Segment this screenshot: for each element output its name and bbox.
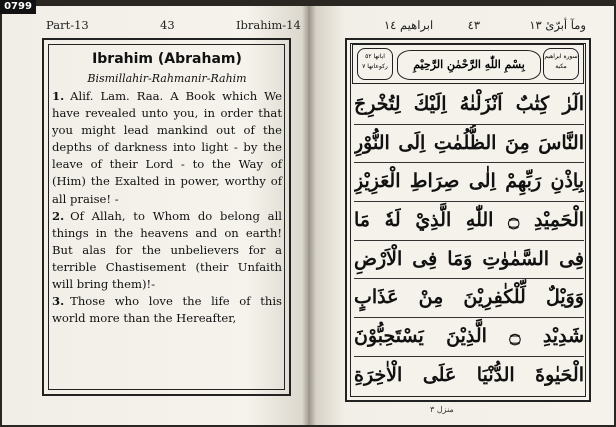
- arabic-line: الٓرٰ كِتٰبٌ اَنْزَلْنٰهُ اِلَيْكَ لِتُخْرِجَ: [354, 86, 584, 125]
- verse-text: Of Allah, to Whom do belong all things in the heavens and on earth! But alas for the unbelievers for a terrible Chastisement (their Unfaith will bring them)!-: [52, 208, 282, 292]
- arabic-text: [354, 86, 584, 395]
- page-number: 43: [160, 18, 175, 32]
- surah-label: Ibrahim-14: [236, 18, 301, 32]
- arabic-line: النَّاسَ مِنَ الظُّلُمٰتِ اِلَى النُّوْرِ: [354, 125, 584, 164]
- verse-number: 1.: [52, 89, 65, 103]
- scan-label: 0799: [0, 0, 36, 14]
- banner-left-box: اياتها ٥٢ ركوعاتها ٧: [357, 48, 393, 80]
- arabic-line: الْحَيٰوةَ الدُّنْيَا عَلَى الْاٰخِرَةِ: [354, 363, 584, 386]
- verse: [52, 208, 282, 293]
- arabic-line: بِاِذْنِ رَبِّهِمْ اِلٰى صِرَاطِ الْعَزِيْزِ: [354, 163, 584, 202]
- verse: [52, 88, 282, 208]
- arabic-line: شَدِيْدِ ۝ الَّذِيْنَ يَسْتَحِبُّوْنَ: [354, 318, 584, 357]
- part-label: Part-13: [46, 18, 89, 32]
- banner-bismillah: بِسْمِ اللّٰهِ الرَّحْمٰنِ الرَّحِيْمِ: [397, 50, 541, 80]
- arabic-line: فِى السَّمٰوٰتِ وَمَا فِى الْاَرْضِ: [354, 241, 584, 280]
- surah-banner: [352, 44, 584, 84]
- right-page-header: [306, 18, 612, 34]
- manzil-footer: منزل ٣: [430, 405, 454, 414]
- book-gutter: [302, 6, 316, 425]
- verse-number: 2.: [52, 208, 65, 223]
- translation-text: [52, 51, 282, 327]
- verse-text: Those who love the life of this world more than the Hereafter,: [52, 294, 282, 326]
- surah-title: Ibrahim (Abraham): [92, 51, 242, 67]
- bismillah-translit: Bismillahir-Rahmanir-Rahim: [87, 72, 247, 85]
- banner-right-box: سورة ابراهيم مكية: [543, 48, 579, 80]
- arabic-surah-label: ابراهيم ١٤: [384, 18, 434, 32]
- arabic-line: وَوَيْلٌ لِّلْكٰفِرِيْنَ مِنْ عَذَابٍ: [354, 279, 584, 318]
- left-page-header: [0, 18, 306, 34]
- arabic-page-number: ٤٣: [467, 18, 480, 32]
- arabic-line: الْحَمِيْدِ ۝ اللّٰهِ الَّذِيْ لَهٗ مَا: [354, 202, 584, 241]
- verse: [52, 293, 282, 327]
- arabic-part-label: ومآ أبرّئ ١٣: [529, 18, 586, 32]
- verse-number: 3.: [52, 294, 65, 309]
- verse-text: Alif. Lam. Raa. A Book which We have revealed unto you, in order that you might lead mankind out of the depths of darkness into light - by the leave of their Lord - to the Way of (Him) the Exalted in power, worthy of all praise! -: [52, 89, 282, 206]
